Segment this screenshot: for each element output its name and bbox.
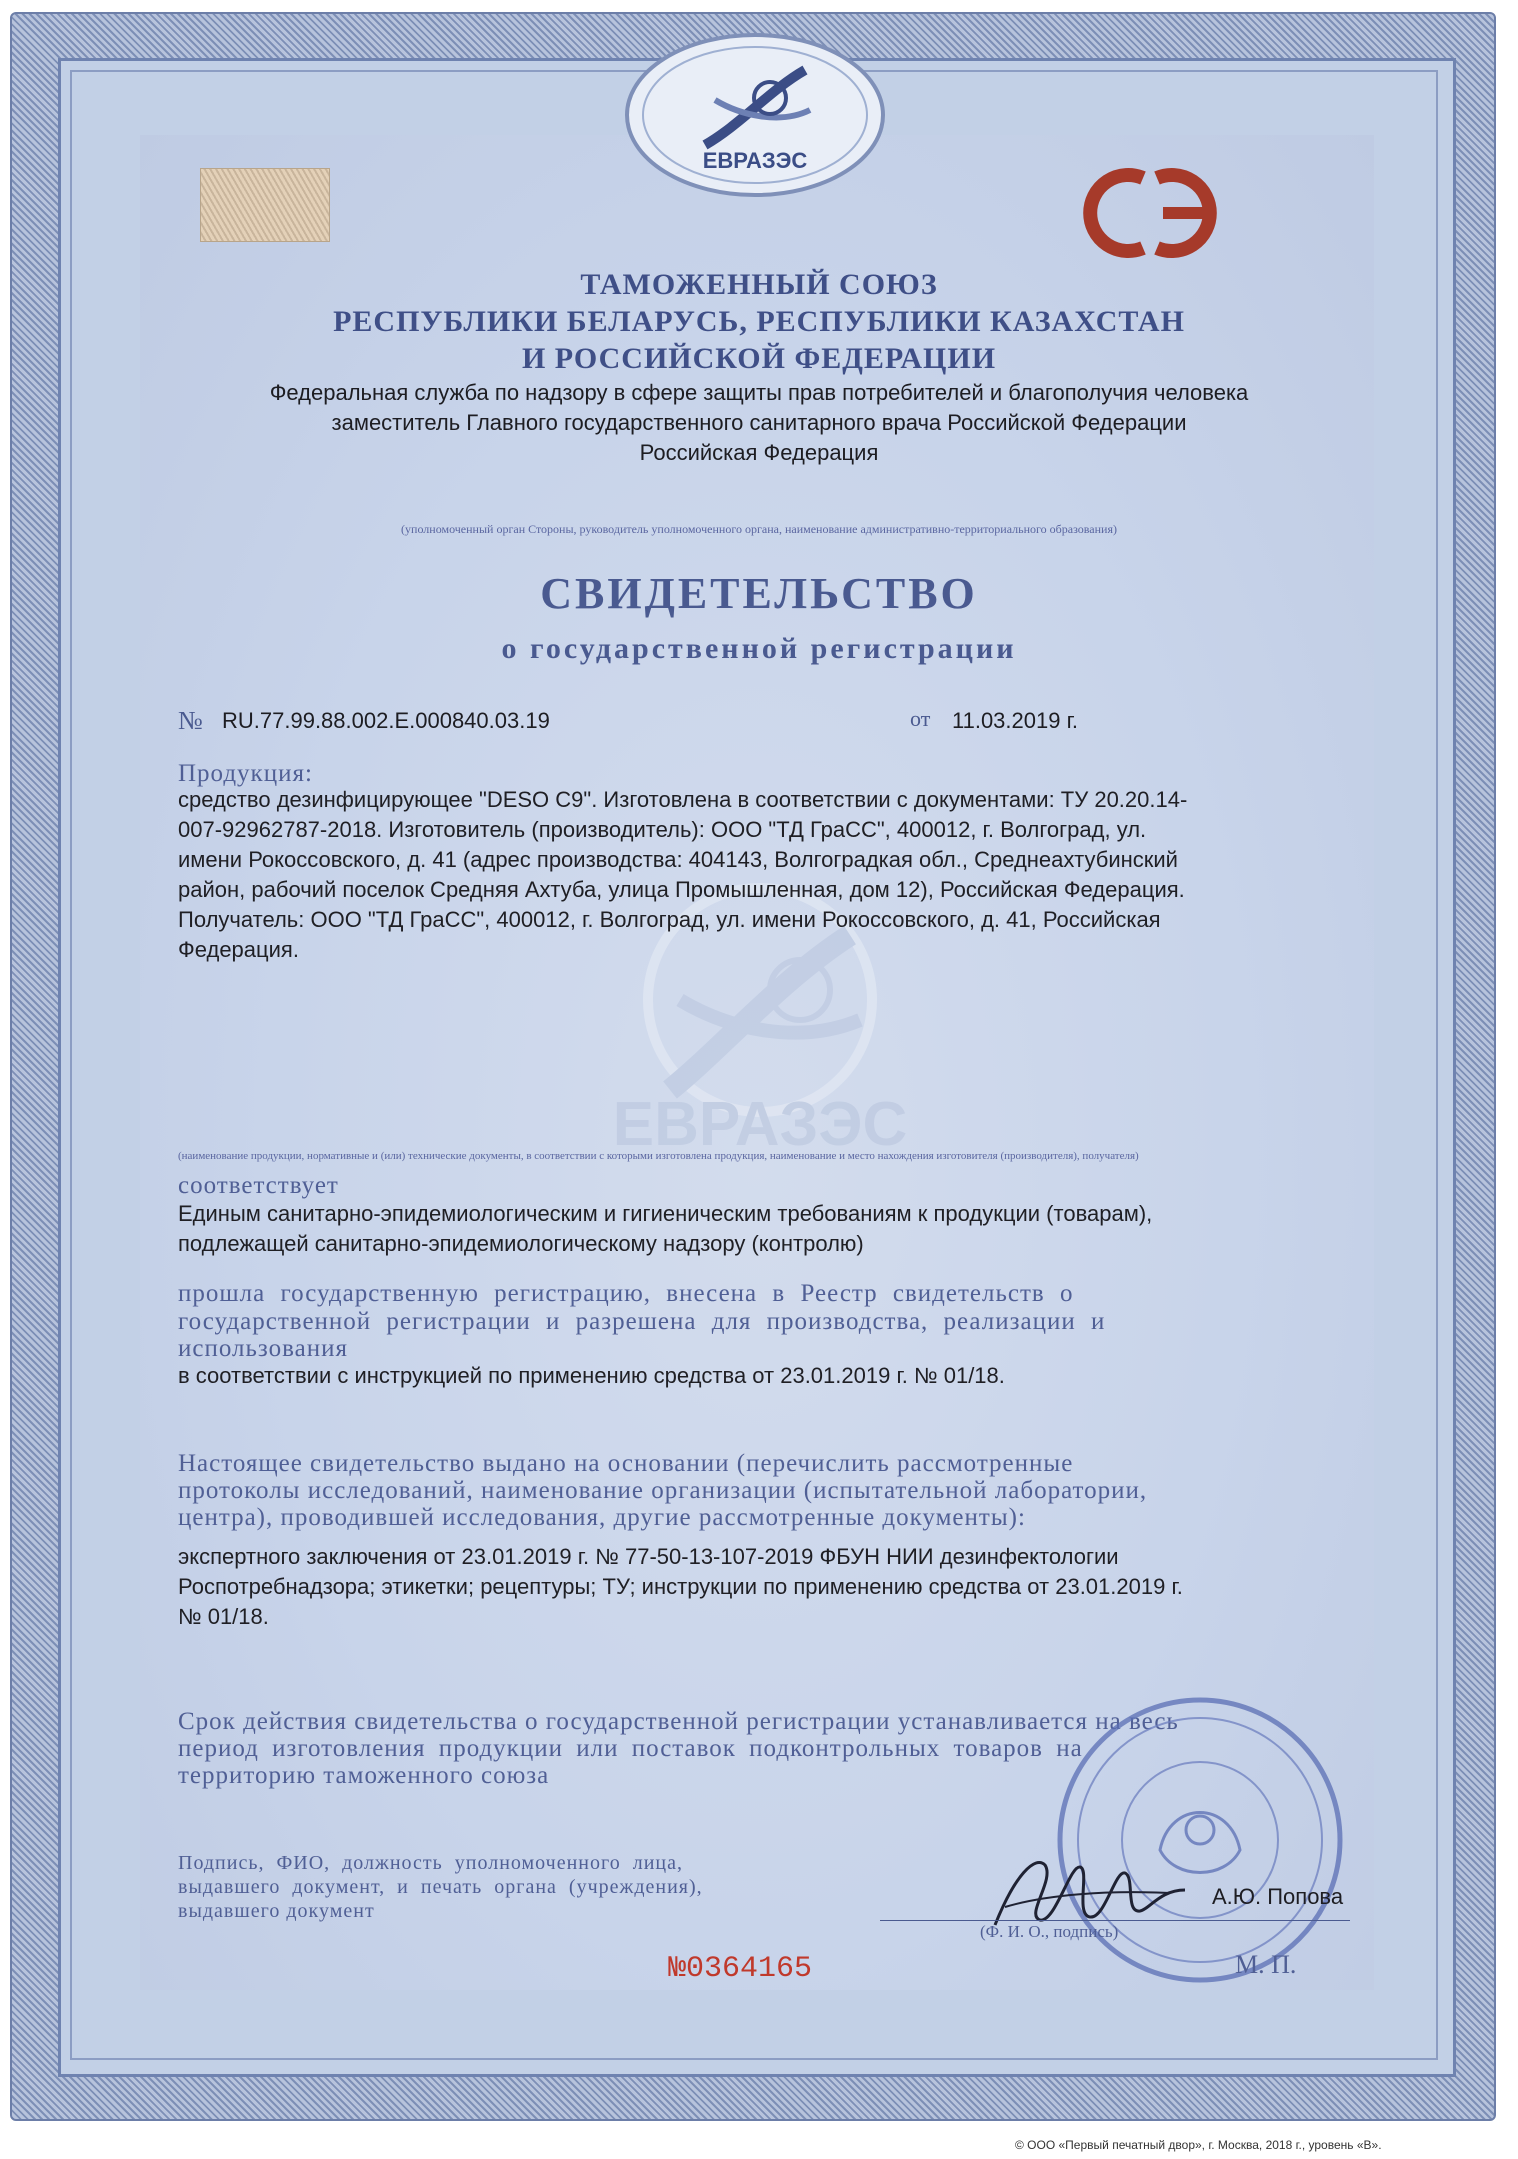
basis-line-5: Роспотребнадзора; этикетки; рецептуры; ТУ; инструкции по применению средства от 23.01.2019 г.	[178, 1574, 1183, 1599]
signature-label-3: выдавшего документ	[178, 1900, 375, 1922]
registration-line-4: в соответствии с инструкцией по применению средства от 23.01.2019 г. № 01/18.	[178, 1363, 1005, 1388]
signature-label-1: Подпись, ФИО, должность уполномоченного лица,	[178, 1852, 683, 1874]
eurasec-emblem	[620, 30, 890, 200]
conformity-line-1: Единым санитарно-эпидемиологическим и гигиеническим требованиям к продукции (товарам),	[178, 1201, 1153, 1226]
printer-footer: © ООО «Первый печатный двор», г. Москва, 2018 г., уровень «В».	[1015, 2138, 1382, 2152]
product-heading: Продукция:	[178, 760, 313, 787]
conformity-heading: соответствует	[178, 1172, 339, 1199]
basis-line-2: протоколы исследований, наименование организации (испытательной лаборатории,	[178, 1477, 1148, 1504]
registration-line-1: прошла государственную регистрацию, внесена в Реестр свидетельств о	[178, 1280, 1074, 1307]
validity-line-1: Срок действия свидетельства о государственной регистрации устанавливается на весь	[178, 1708, 1179, 1735]
seal-caption: М. П.	[1235, 1950, 1297, 1979]
registration-line-2: государственной регистрации и разрешена для производства, реализации и	[178, 1308, 1106, 1335]
fio-caption: (Ф. И. О., подпись)	[980, 1922, 1119, 1941]
product-line-6: Федерация.	[178, 937, 299, 962]
basis-line-6: № 01/18.	[178, 1604, 269, 1629]
validity-line-2: период изготовления продукции или поставок подконтрольных товаров на	[178, 1735, 1083, 1762]
union-line-3: И РОССИЙСКОЙ ФЕДЕРАЦИИ	[521, 342, 997, 375]
certificate-title: СВИДЕТЕЛЬСТВО	[540, 569, 978, 618]
se-conformity-mark	[1065, 158, 1235, 268]
watermark-label: ЕВРАЗЭС	[612, 1090, 908, 1159]
authority-line-3: Российская Федерация	[639, 440, 879, 465]
basis-line-3: центра), проводившей исследования, другие рассмотренные документы):	[178, 1504, 1026, 1531]
union-line-2: РЕСПУБЛИКИ БЕЛАРУСЬ, РЕСПУБЛИКИ КАЗАХСТАН	[333, 305, 1185, 338]
basis-line-1: Настоящее свидетельство выдано на основании (перечислить рассмотренные	[178, 1450, 1074, 1477]
signature-label-2: выдавшего документ, и печать органа (учреждения),	[178, 1876, 703, 1898]
form-serial-number: №0364165	[668, 1952, 813, 1986]
product-line-3: имени Рокоссовского, д. 41 (адрес производства: 404143, Волгоградкая обл., Среднеахтубинский	[178, 847, 1178, 872]
number-label: №	[178, 706, 203, 735]
certificate-date: 11.03.2019 г.	[952, 708, 1079, 733]
date-label: от	[910, 706, 931, 731]
validity-line-3: территорию таможенного союза	[178, 1762, 550, 1789]
signature-line	[880, 1920, 1350, 1921]
product-caption: (наименование продукции, нормативные и (или) технические документы, в соответствии с которыми изготовлена продукция, наименование и место нахождения изготовителя (производителя), получателя)	[178, 1150, 1139, 1162]
basis-line-4: экспертного заключения от 23.01.2019 г. № 77-50-13-107-2019 ФБУН НИИ дезинфектологии	[178, 1544, 1119, 1569]
product-line-1: средство дезинфицирующее "DESO C9". Изготовлена в соответствии с документами: ТУ 20.20.14-	[178, 787, 1188, 812]
certificate-number: RU.77.99.88.002.E.000840.03.19	[222, 708, 550, 733]
hologram-patch	[200, 168, 330, 242]
authority-caption: (уполномоченный орган Стороны, руководитель уполномоченного органа, наименование административно-территориального образования)	[401, 522, 1117, 536]
union-line-1: ТАМОЖЕННЫЙ СОЮЗ	[580, 268, 938, 301]
product-line-2: 007-92962787-2018. Изготовитель (производитель): ООО "ТД ГраСС", 400012, г. Волгоград, ул.	[178, 817, 1147, 842]
product-line-4: район, рабочий поселок Средняя Ахтуба, улица Промышленная, дом 12), Российская Федерация.	[178, 877, 1185, 902]
emblem-label: ЕВРАЗЭС	[702, 148, 808, 173]
authority-line-1: Федеральная служба по надзору в сфере защиты прав потребителей и благополучия человека	[269, 380, 1249, 405]
certificate-subtitle: о государственной регистрации	[501, 632, 1017, 665]
authority-line-2: заместитель Главного государственного санитарного врача Российской Федерации	[331, 410, 1187, 435]
product-line-5: Получатель: ООО "ТД ГраСС", 400012, г. Волгоград, ул. имени Рокоссовского, д. 41, Российская	[178, 907, 1161, 932]
registration-line-3: использования	[178, 1335, 348, 1362]
conformity-line-2: подлежащей санитарно-эпидемиологическому надзору (контролю)	[178, 1231, 864, 1256]
signer-name: А.Ю. Попова	[1212, 1884, 1344, 1909]
